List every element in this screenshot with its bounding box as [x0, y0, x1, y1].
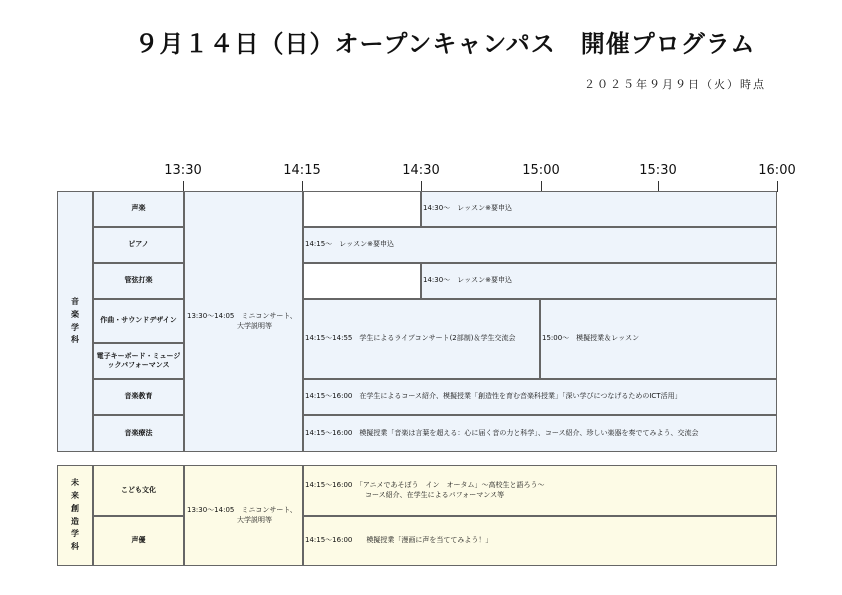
vocal-empty-slot	[303, 191, 421, 227]
course-composition: 作曲・サウンドデザイン	[93, 299, 184, 343]
piano-program: 14:15～ レッスン※要申込	[303, 227, 777, 263]
course-music-education: 音楽教育	[93, 379, 184, 415]
dept-music-label: 音楽学科	[71, 296, 79, 345]
course-vocal: 声楽	[93, 191, 184, 227]
dept-future-label: 未来創造学科	[71, 478, 79, 552]
course-piano: ピアノ	[93, 227, 184, 263]
music-education-program: 14:15～16:00 在学生によるコース紹介、模擬授業「創造性を育む音楽科授業」「深い学びにつなげるためのICT活用」	[303, 379, 777, 415]
time-label-1430: 14:30	[402, 163, 440, 178]
lesson-program: 15:00～ 模擬授業＆レッスン	[540, 299, 777, 379]
time-label-1500: 15:00	[522, 163, 560, 178]
as-of-date: ２０２５年９月９日（火）時点	[584, 78, 766, 91]
time-label-1530: 15:30	[639, 163, 677, 178]
course-music-therapy: 音楽療法	[93, 415, 184, 452]
time-label-1600: 16:00	[758, 163, 796, 178]
time-label-1330: 13:30	[164, 163, 202, 178]
course-child-culture: こども文化	[93, 465, 184, 516]
page-title: ９月１４日（日）オープンキャンパス 開催プログラム	[134, 30, 756, 58]
voice-actor-program: 14:15～16:00 模擬授業「漫画に声を当ててみよう！」	[303, 516, 777, 566]
live-concert-program: 14:15～14:55 学生によるライブコンサート(2部制)＆学生交流会	[303, 299, 540, 379]
course-electronic-keyboard: 電子キーボード・ミュージックパフォーマンス	[93, 343, 184, 379]
course-orchestra: 管弦打楽	[93, 263, 184, 299]
music-therapy-program: 14:15～16:00 模擬授業「音楽は言葉を超える：心に届く音の力と科学」、コース紹介、珍しい楽器を奏でてみよう、交流会	[303, 415, 777, 452]
child-culture-program: 14:15～16:00 「アニメであそぼう イン オータム」～高校生と語ろう～ コース紹介、在学生によるパフォーマンス等	[303, 465, 777, 516]
future-mini-concert: 13:30～14:05 ミニコンサート、 大学説明等	[184, 465, 303, 566]
dept-future-creation	[57, 465, 93, 566]
music-mini-concert: 13:30～14:05 ミニコンサート、 大学説明等	[184, 191, 303, 452]
orchestra-program: 14:30～ レッスン※要申込	[421, 263, 777, 299]
vocal-program: 14:30～ レッスン※要申込	[421, 191, 777, 227]
dept-music	[57, 191, 93, 452]
orchestra-empty-slot	[303, 263, 421, 299]
time-label-1415: 14:15	[283, 163, 321, 178]
time-tick	[777, 181, 778, 192]
course-voice-actor: 声優	[93, 516, 184, 566]
